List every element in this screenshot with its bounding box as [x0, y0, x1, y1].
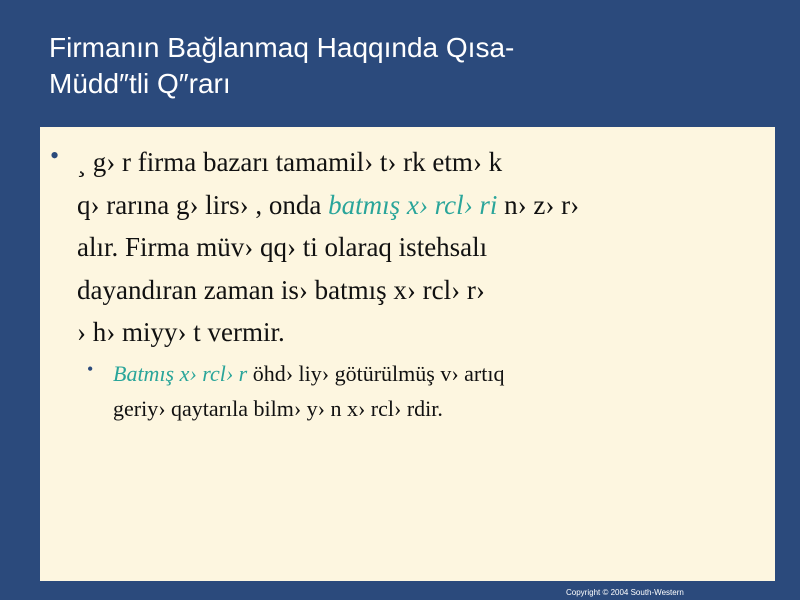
- bullet-text-segment: n› z› r›: [497, 189, 580, 220]
- bullet-line: [77, 184, 767, 227]
- content-box: [40, 127, 775, 581]
- highlighted-term: batmış x› rcl› ri: [328, 189, 498, 220]
- bullet-text: [77, 141, 767, 354]
- sub-bullet-line: [113, 356, 763, 391]
- sub-bullet-text-segment: öhd› liy› götürülmüş v› artıq: [247, 361, 505, 386]
- bullet-dot-icon: •: [50, 141, 60, 170]
- sub-bullet-line: geriy› qaytarıla bilm› y› n x› rcl› rdir.: [113, 396, 443, 421]
- sub-bullet-dot-icon: •: [87, 359, 94, 379]
- slide-title-line2: Müdd″tli Q″rarı: [49, 68, 231, 99]
- slide-title: [49, 30, 689, 102]
- slide-title-line1: Firmanın Bağlanmaq Haqqında Qısa-: [49, 32, 515, 63]
- copyright-notice: Copyright © 2004 South-Western: [566, 588, 684, 597]
- bullet-line: alır. Firma müv› qq› ti olaraq istehsalı: [77, 232, 488, 262]
- bullet-line: › h› miyy› t vermir.: [77, 317, 285, 347]
- sub-bullet-text: [113, 356, 763, 426]
- highlighted-term: Batmış x› rcl› r: [113, 361, 248, 386]
- bullet-line: ¸ g› r firma bazarı tamamil› t› rk etm› k: [77, 147, 503, 177]
- bullet-text-segment: q› rarına g› lirs› , onda: [77, 189, 329, 220]
- bullet-line: dayandıran zaman is› batmış x› rcl› r›: [77, 274, 485, 305]
